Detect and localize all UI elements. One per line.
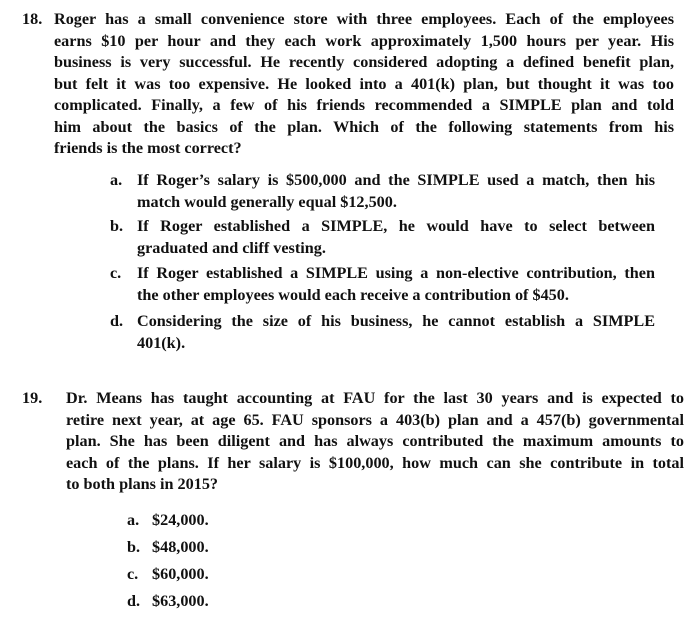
- option-c[interactable]: [127, 564, 327, 586]
- question-line: complicated. Finally, a few of his friends recommended a SIMPLE plan and told: [54, 96, 674, 114]
- option-letter: d.: [110, 312, 124, 330]
- question-line: plan. She has been diligent and has always contributed the maximum amounts to: [66, 432, 684, 450]
- question-text: [54, 9, 674, 160]
- option-line: $60,000.: [152, 565, 209, 583]
- option-text: [137, 170, 655, 213]
- question-18: [22, 9, 678, 160]
- option-line: If Roger’s salary is $500,000 and the SIMPLE used a match, then his: [137, 171, 655, 189]
- option-b[interactable]: [127, 537, 327, 559]
- option-b[interactable]: [110, 216, 655, 259]
- question-line: retire next year, at age 65. FAU sponsors a 403(b) plan and a 457(b) governmental: [66, 410, 684, 429]
- option-line: $63,000.: [152, 592, 209, 610]
- option-a[interactable]: [110, 170, 655, 213]
- option-line: graduated and cliff vesting.: [137, 238, 326, 257]
- option-letter: d.: [127, 592, 141, 610]
- question-19: [22, 388, 686, 496]
- option-letter: c.: [127, 565, 139, 583]
- option-text: [152, 510, 327, 532]
- question-number: 19.: [22, 389, 43, 407]
- option-letter: a.: [127, 511, 140, 529]
- question-line: him about the basics of the plan. Which of the following statements from his: [54, 117, 674, 136]
- option-letter: a.: [110, 171, 123, 189]
- option-line: If Roger established a SIMPLE using a non-elective contribution, then: [137, 264, 655, 282]
- question-line: business is very successful. He recently considered adopting a defined benefit plan,: [54, 53, 674, 71]
- question-line: Roger has a small convenience store with three employees. Each of the employees: [54, 10, 674, 28]
- option-line: $48,000.: [152, 538, 209, 556]
- option-d[interactable]: [127, 591, 327, 613]
- option-text: [152, 537, 327, 559]
- option-line: $24,000.: [152, 511, 209, 529]
- question-line: but felt it was too expensive. He looked into a 401(k) plan, but thought it was too: [54, 74, 674, 93]
- question-text: [66, 388, 684, 496]
- option-text: [152, 564, 327, 586]
- option-text: [137, 311, 655, 354]
- option-line: match would generally equal $12,500.: [137, 192, 397, 211]
- option-letter: b.: [127, 538, 141, 556]
- question-line: each of the plans. If her salary is $100,000, how much can she contribute in total: [66, 453, 684, 472]
- option-c[interactable]: [110, 263, 655, 306]
- question-line: Dr. Means has taught accounting at FAU for the last 30 years and is expected to: [66, 389, 684, 407]
- option-line: 401(k).: [137, 333, 186, 352]
- option-text: [137, 216, 655, 259]
- option-letter: b.: [110, 217, 124, 235]
- question-line: friends is the most correct?: [54, 139, 242, 157]
- option-text: [152, 591, 327, 613]
- option-a[interactable]: [127, 510, 327, 532]
- option-line: If Roger established a SIMPLE, he would have to select between: [137, 217, 655, 235]
- option-letter: c.: [110, 264, 122, 282]
- option-line: Considering the size of his business, he cannot establish a SIMPLE: [137, 312, 655, 330]
- question-number: 18.: [22, 10, 43, 28]
- question-line: earns $10 per hour and they each work approximately 1,500 hours per year. His: [54, 31, 674, 50]
- option-line: the other employees would each receive a contribution of $450.: [137, 285, 569, 304]
- option-text: [137, 263, 655, 306]
- option-d[interactable]: [110, 311, 655, 354]
- question-line: to both plans in 2015?: [66, 475, 219, 493]
